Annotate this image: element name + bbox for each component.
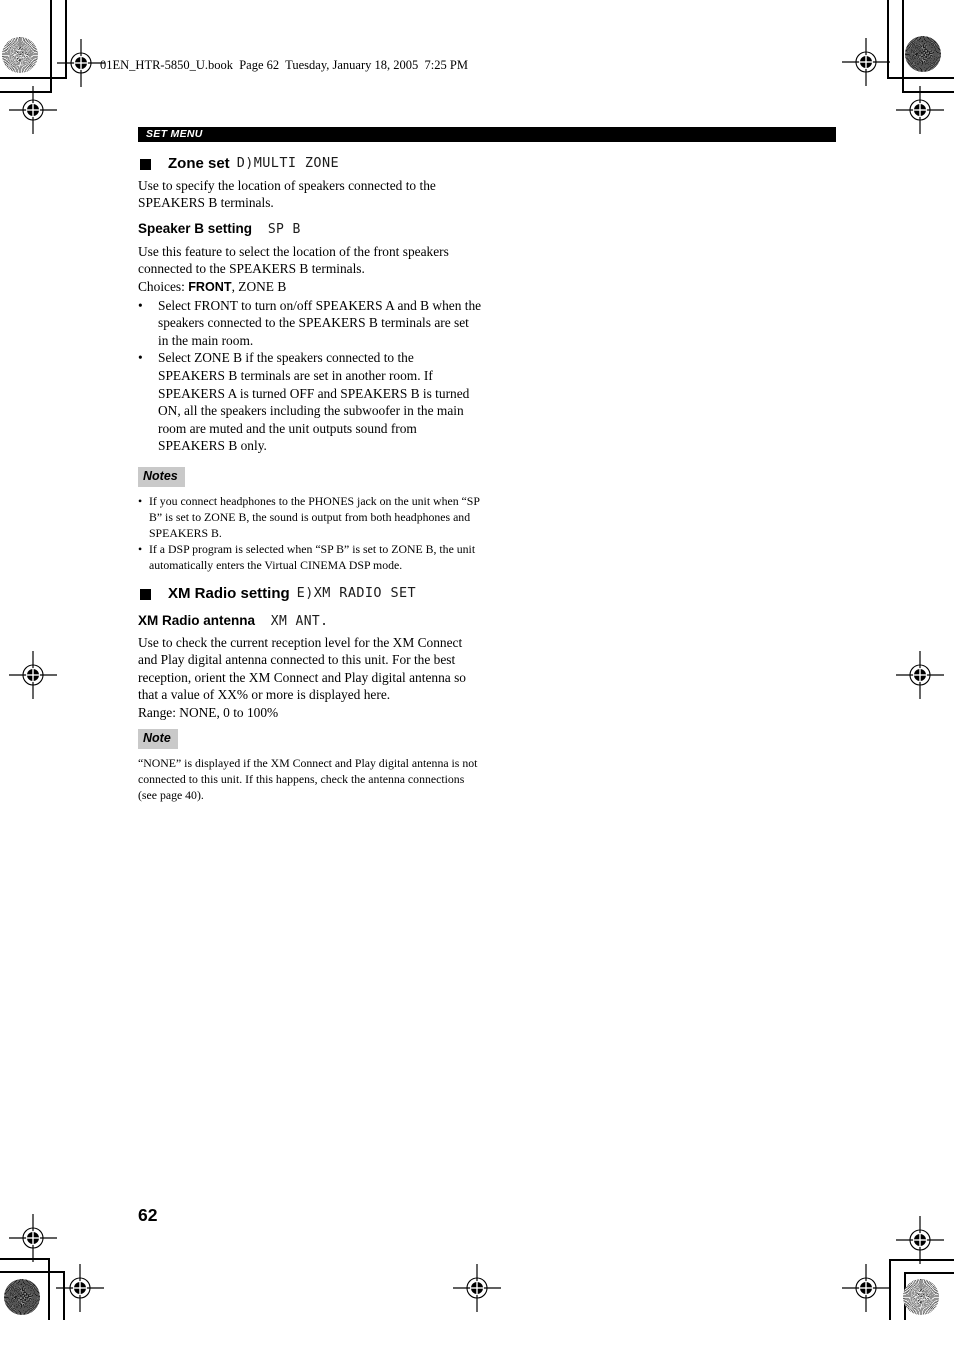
notes-badge: Notes <box>138 467 185 487</box>
sub-heading-title: Speaker B setting <box>138 220 253 236</box>
crop-mark <box>0 1271 64 1273</box>
list-item <box>138 297 482 350</box>
section-title: XM Radio setting <box>168 584 290 602</box>
registration-mark-icon <box>9 86 57 134</box>
section-bullet-square-icon <box>140 159 151 170</box>
registration-mark-icon <box>842 1264 890 1312</box>
notes-list <box>138 493 482 573</box>
registration-mark-icon <box>9 651 57 699</box>
halftone-target-icon <box>903 1279 939 1315</box>
bullet-list <box>138 297 482 455</box>
paragraph: Use to check the current reception level for the XM Connect and Play digital antenna connected to this unit. For the best reception, orient the XM Connect and Play digital antenna so that a value of XX% or more is displayed here. <box>138 634 466 703</box>
lcd-menu-code: E)XM RADIO SET <box>296 584 417 601</box>
set-menu-bar <box>138 127 836 142</box>
registration-mark-icon <box>896 651 944 699</box>
halftone-target-icon <box>4 1279 40 1315</box>
choices-suffix: , ZONE B <box>231 278 287 294</box>
crop-mark <box>889 1259 954 1261</box>
lcd-menu-code: D)MULTI ZONE <box>236 155 340 171</box>
registration-mark-icon <box>57 39 105 87</box>
choices-prefix: Choices: <box>138 278 189 294</box>
halftone-target-icon <box>2 37 38 73</box>
list-item <box>138 493 482 541</box>
bullet-text: Select FRONT to turn on/off SPEAKERS A and B when the speakers connected to the SPEAKERS B terminals are set in the main room. <box>158 297 482 348</box>
lcd-menu-code: SP B <box>267 221 301 237</box>
section-bullet-square-icon <box>140 589 151 600</box>
registration-mark-icon <box>9 1214 57 1262</box>
paragraph: Use this feature to select the location of the front speakers connected to the SPEAKERS B terminals. <box>138 243 449 277</box>
registration-mark-icon <box>56 1264 104 1312</box>
note-badge: Note <box>138 729 178 749</box>
registration-mark-icon <box>842 38 890 86</box>
bullet-marker: • <box>138 350 143 366</box>
bullet-marker: • <box>138 297 143 313</box>
note-text: “NONE” is displayed if the XM Connect and Play digital antenna is not connected to this unit. If this happens, check the antenna connections (see page 40). <box>138 756 478 803</box>
section-heading-zone-set <box>138 155 482 173</box>
registration-mark-icon <box>453 1264 501 1312</box>
choices-default-value: FRONT <box>188 279 232 294</box>
crop-mark <box>48 1258 50 1320</box>
page-number: 62 <box>138 1205 158 1225</box>
choices-line <box>138 278 482 297</box>
document-header-line: 01EN_HTR-5850_U.book Page 62 Tuesday, January 18, 2005 7:25 PM <box>100 58 468 72</box>
note-text: If a DSP program is selected when “SP B” is set to ZONE B, the unit automatically enters the Virtual CINEMA DSP mode. <box>149 541 476 572</box>
sub-heading-title: XM Radio antenna <box>138 612 256 628</box>
registration-mark-icon <box>896 1216 944 1264</box>
halftone-target-icon <box>905 36 941 72</box>
list-item <box>138 349 482 455</box>
crop-mark <box>0 1258 49 1260</box>
main-text-column <box>138 150 482 803</box>
note-text: If you connect headphones to the PHONES jack on the unit when “SP B” is set to ZONE B, the sound is output from both headphones and SPEAKERS B. <box>149 493 480 540</box>
crop-mark <box>887 77 954 79</box>
list-item <box>138 541 482 573</box>
sub-heading-xm-antenna <box>138 612 482 630</box>
lcd-menu-code: XM ANT. <box>270 613 329 629</box>
range-line: Range: NONE, 0 to 100% <box>138 704 279 720</box>
bullet-marker: • <box>138 541 143 556</box>
crop-mark <box>904 1272 954 1274</box>
sub-heading-speaker-b <box>138 220 482 238</box>
registration-mark-icon <box>896 86 944 134</box>
bullet-text: Select ZONE B if the speakers connected to the SPEAKERS B terminals are set in another room. If SPEAKERS A is turned OFF and SPEAKERS B is turned ON, all the speakers including the subwoofer in the main room are muted and the unit outputs sound from SPEAKERS B only. <box>158 350 470 454</box>
section-heading-xm-radio <box>138 585 482 603</box>
set-menu-label: SET MENU <box>146 128 203 140</box>
notes-block <box>138 493 482 573</box>
section-title: Zone set <box>168 155 230 172</box>
bullet-marker: • <box>138 493 143 508</box>
paragraph: Use to specify the location of speakers connected to the SPEAKERS B terminals. <box>138 177 436 211</box>
